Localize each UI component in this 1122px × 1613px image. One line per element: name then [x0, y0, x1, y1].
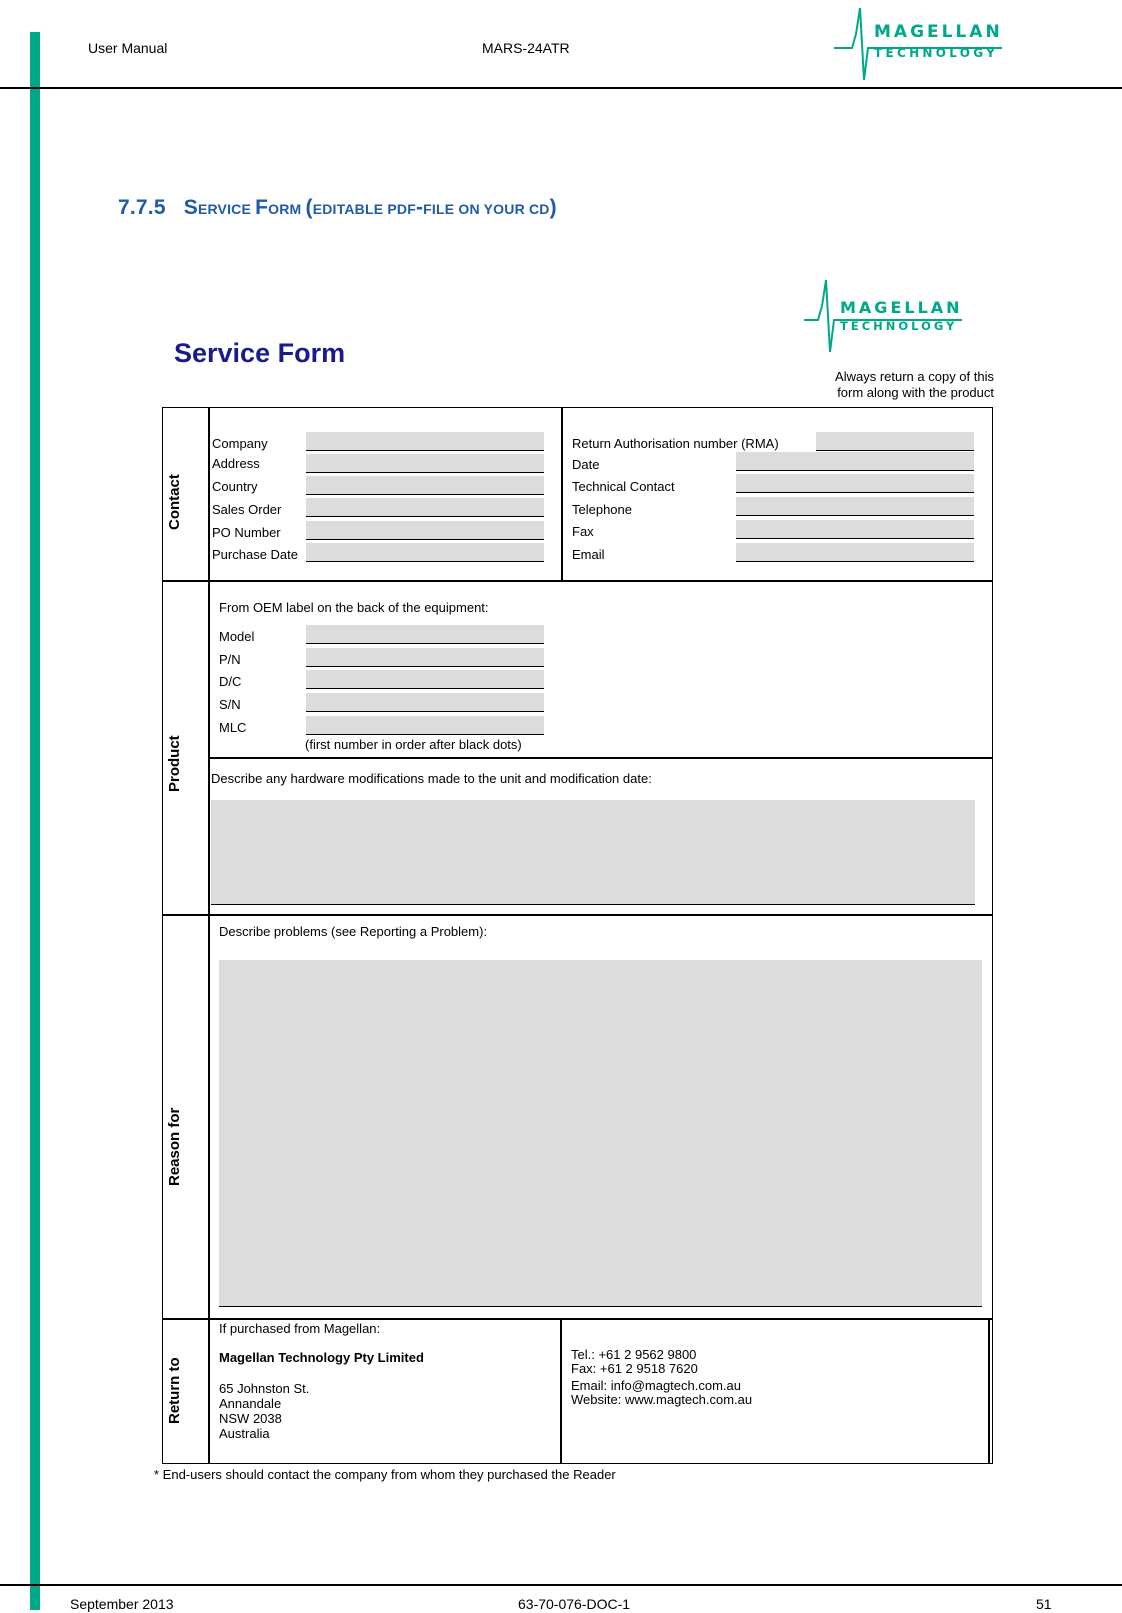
form-logo-line2: TECHNOLOGY — [840, 319, 958, 333]
return-email: Email: info@magtech.com.au — [571, 1378, 741, 1393]
mods-label: Describe any hardware modifications made to the unit and modification date: — [211, 771, 652, 786]
divider-contact-product — [162, 580, 993, 582]
header-logo — [830, 0, 1010, 85]
dc-field[interactable] — [306, 670, 544, 689]
pn-label: P/N — [219, 652, 241, 667]
date-field[interactable] — [736, 452, 974, 471]
email-label: Email — [572, 547, 605, 562]
fax-field[interactable] — [736, 520, 974, 539]
address-label: Address — [212, 456, 260, 471]
return-company: Magellan Technology Pty Limited — [219, 1350, 424, 1365]
po-number-label: PO Number — [212, 525, 281, 540]
divider-product-reason — [162, 914, 993, 916]
date-label: Date — [572, 457, 600, 472]
return-note-line2: form along with the product — [837, 385, 994, 400]
po-number-field[interactable] — [306, 521, 544, 540]
purchase-date-label: Purchase Date — [212, 547, 298, 562]
return-section-label: Return to — [166, 1357, 183, 1424]
mlc-hint: (first number in order after black dots) — [305, 737, 522, 752]
sn-label: S/N — [219, 697, 241, 712]
mlc-field[interactable] — [306, 716, 544, 735]
problems-textarea[interactable] — [219, 960, 982, 1307]
footer-doc-number: 63-70-076-DOC-1 — [518, 1596, 631, 1612]
mlc-label: MLC — [219, 720, 247, 735]
header-rule — [0, 87, 1122, 89]
return-right-edge — [988, 1318, 990, 1464]
label-column-divider — [208, 407, 210, 1464]
contact-section-label: Contact — [166, 474, 183, 530]
rma-label: Return Authorisation number (RMA) — [572, 436, 779, 451]
left-accent-bar — [30, 32, 40, 1610]
model-label: Model — [219, 629, 255, 644]
form-logo-line1: MAGELLAN — [840, 298, 963, 317]
technical-contact-field[interactable] — [736, 474, 974, 493]
logo-line1: MAGELLAN — [874, 22, 1003, 42]
model-field[interactable] — [306, 625, 544, 644]
return-addr1: 65 Johnston St. — [219, 1381, 310, 1396]
product-section-label: Product — [166, 735, 183, 792]
country-label: Country — [212, 479, 258, 494]
address-field[interactable] — [306, 454, 544, 473]
return-split — [560, 1318, 562, 1464]
footer-page-number: 51 — [1036, 1596, 1052, 1612]
pn-field[interactable] — [306, 648, 544, 667]
footer-rule — [0, 1584, 1122, 1586]
company-label: Company — [212, 436, 268, 451]
country-field[interactable] — [306, 476, 544, 495]
reason-section-label: Reason for — [166, 1107, 183, 1186]
purchased-note: If purchased from Magellan: — [219, 1321, 381, 1336]
section-heading: 7.7.5 SERVICE FORM (EDITABLE PDF-FILE ON YOUR CD) — [118, 196, 557, 219]
form-logo — [800, 276, 970, 356]
return-website: Website: www.magtech.com.au — [571, 1392, 753, 1407]
footer-date: September 2013 — [70, 1596, 174, 1612]
sales-order-label: Sales Order — [212, 502, 282, 517]
sn-field[interactable] — [306, 693, 544, 712]
form-title: Service Form — [174, 338, 346, 368]
divider-product-mods — [208, 757, 993, 759]
problems-label: Describe problems (see Reporting a Problem): — [219, 924, 488, 939]
company-field[interactable] — [306, 432, 544, 451]
telephone-field[interactable] — [736, 497, 974, 516]
contact-split — [561, 407, 563, 581]
return-addr4: Australia — [219, 1426, 270, 1441]
email-field[interactable] — [736, 543, 974, 562]
return-tel: Tel.: +61 2 9562 9800 — [571, 1347, 697, 1362]
header-left: User Manual — [88, 40, 168, 56]
mods-textarea[interactable] — [211, 800, 975, 905]
header-center: MARS-24ATR — [482, 40, 570, 56]
dc-label: D/C — [219, 674, 242, 689]
oem-note: From OEM label on the back of the equipment: — [219, 600, 489, 615]
logo-line2: TECHNOLOGY — [874, 46, 999, 60]
telephone-label: Telephone — [572, 502, 632, 517]
footnote: * End-users should contact the company from whom they purchased the Reader — [154, 1467, 616, 1482]
return-fax: Fax: +61 2 9518 7620 — [571, 1361, 698, 1376]
technical-contact-label: Technical Contact — [572, 479, 675, 494]
logo-wave-icon — [830, 0, 1010, 85]
purchase-date-field[interactable] — [306, 543, 544, 562]
return-addr2: Annandale — [219, 1396, 282, 1411]
fax-label: Fax — [572, 524, 594, 539]
divider-reason-return — [162, 1318, 993, 1320]
return-addr3: NSW 2038 — [219, 1411, 282, 1426]
sales-order-field[interactable] — [306, 498, 544, 517]
return-note-line1: Always return a copy of this — [835, 369, 994, 384]
rma-field[interactable] — [816, 432, 974, 451]
